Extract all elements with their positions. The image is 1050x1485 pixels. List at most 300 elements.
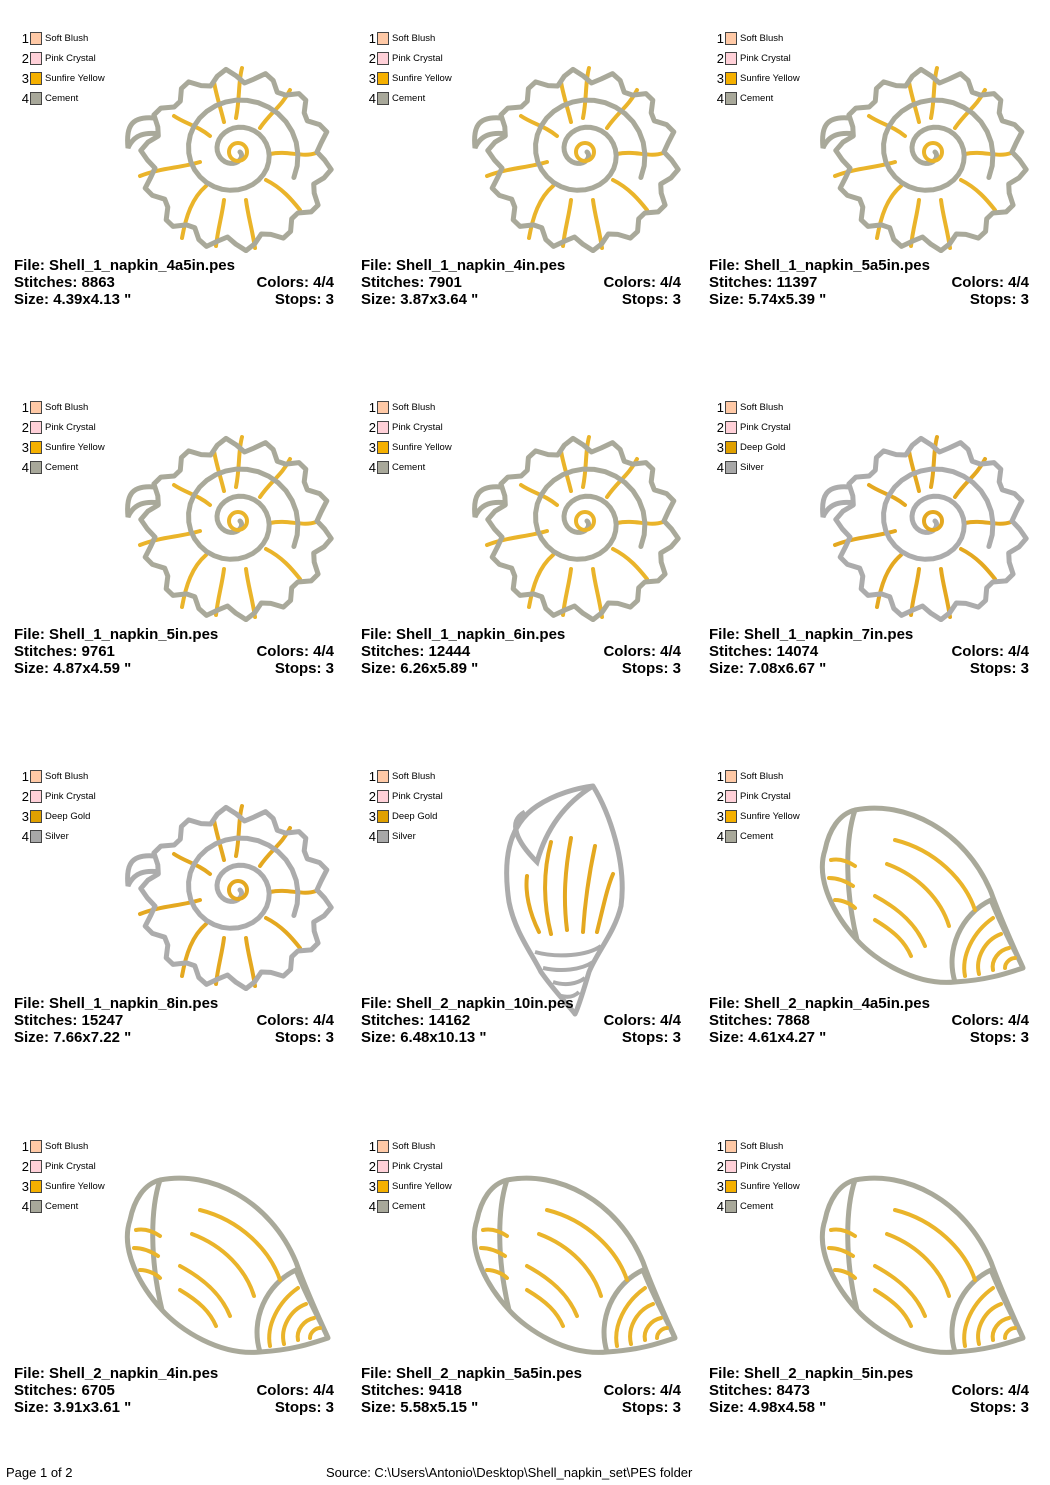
thread-name: Pink Crystal	[45, 421, 96, 433]
stitch-count	[709, 274, 817, 291]
legend-number: 2	[368, 419, 376, 435]
legend-row	[713, 397, 823, 417]
color-swatch	[377, 92, 389, 105]
legend-number: 2	[716, 788, 724, 804]
spiral-shell-embroidery-icon	[120, 58, 334, 253]
color-count-label: Colors:	[603, 1012, 661, 1029]
design-preview	[815, 800, 1029, 1000]
info-line	[14, 1029, 334, 1046]
design-size	[361, 1029, 487, 1046]
file-name	[361, 995, 574, 1012]
file-name-value: Shell_1_napkin_7in.pes	[744, 626, 914, 643]
thread-color-legend	[18, 397, 128, 477]
legend-row	[18, 457, 128, 477]
color-swatch	[30, 1200, 42, 1213]
design-size-label: Size:	[361, 291, 401, 308]
design-preview	[467, 427, 681, 627]
file-name-value: Shell_1_napkin_6in.pes	[396, 626, 566, 643]
color-count-label: Colors:	[951, 1012, 1009, 1029]
legend-number: 1	[716, 768, 724, 784]
thread-name: Silver	[392, 830, 416, 842]
legend-number: 4	[21, 828, 29, 844]
design-preview	[815, 58, 1029, 258]
thread-name: Pink Crystal	[392, 1160, 443, 1172]
thread-name: Soft Blush	[45, 401, 89, 413]
legend-row	[18, 826, 128, 846]
stop-count-label: Stops:	[621, 1399, 673, 1416]
color-swatch	[30, 810, 42, 823]
file-name	[709, 1365, 913, 1382]
info-line	[361, 291, 681, 308]
color-swatch	[30, 52, 42, 65]
thread-color-legend	[365, 397, 475, 477]
color-swatch	[377, 72, 389, 85]
conch-shell-embroidery-icon	[120, 1170, 334, 1365]
stitch-count-value: 11397	[776, 274, 818, 291]
stop-count	[275, 291, 334, 308]
thread-name: Sunfire Yellow	[45, 1180, 105, 1192]
file-name-label: File:	[361, 995, 397, 1012]
legend-number: 4	[21, 1198, 29, 1214]
color-count-value: 4/4	[1008, 643, 1029, 660]
thread-color-legend	[365, 766, 475, 846]
design-size-label: Size:	[361, 660, 401, 677]
color-count-label: Colors:	[256, 1382, 314, 1399]
legend-number: 1	[21, 399, 29, 415]
design-preview	[815, 1170, 1029, 1370]
thread-color-legend	[365, 28, 475, 108]
stop-count-value: 3	[1020, 660, 1029, 677]
stitch-count-value: 14162	[428, 1012, 471, 1029]
stop-count-value: 3	[1020, 1029, 1029, 1046]
legend-row	[713, 417, 823, 437]
thread-name: Sunfire Yellow	[392, 441, 452, 453]
color-swatch	[725, 52, 737, 65]
file-name-label: File:	[709, 995, 745, 1012]
color-count	[951, 1012, 1029, 1029]
legend-row	[713, 1156, 823, 1176]
color-count	[256, 1382, 334, 1399]
file-name-label: File:	[709, 626, 745, 643]
design-size-label: Size:	[709, 291, 749, 308]
stitch-count-label: Stitches:	[709, 1012, 777, 1029]
design-size-label: Size:	[14, 291, 54, 308]
file-name	[361, 1365, 582, 1382]
legend-row	[713, 457, 823, 477]
design-preview	[120, 58, 334, 258]
color-count-value: 4/4	[1008, 1012, 1029, 1029]
color-swatch	[377, 770, 389, 783]
info-line	[709, 1399, 1029, 1416]
file-name-label: File:	[361, 626, 397, 643]
design-info	[14, 995, 334, 1046]
thread-name: Soft Blush	[740, 32, 784, 44]
legend-number: 2	[21, 1158, 29, 1174]
thread-name: Soft Blush	[45, 32, 89, 44]
stitch-count-value: 7868	[776, 1012, 810, 1029]
thread-color-legend	[713, 1136, 823, 1216]
thread-name: Soft Blush	[392, 32, 436, 44]
legend-row	[18, 806, 128, 826]
color-swatch	[725, 830, 737, 843]
thread-color-legend	[713, 766, 823, 846]
thread-name: Sunfire Yellow	[392, 1180, 452, 1192]
thread-name: Soft Blush	[740, 770, 784, 782]
color-swatch	[725, 32, 737, 45]
design-info	[361, 995, 681, 1046]
file-name-value: Shell_1_napkin_4in.pes	[396, 257, 566, 274]
legend-number: 4	[716, 90, 724, 106]
design-size-value: 5.74x5.39 "	[748, 291, 827, 308]
design-size	[709, 1399, 826, 1416]
thread-name: Pink Crystal	[740, 790, 791, 802]
color-swatch	[30, 32, 42, 45]
design-info	[14, 626, 334, 677]
legend-row	[365, 766, 475, 786]
color-count-value: 4/4	[313, 1012, 334, 1029]
info-line	[361, 1029, 681, 1046]
design-size-value: 4.98x4.58 "	[748, 1399, 827, 1416]
legend-number: 1	[21, 768, 29, 784]
thread-name: Cement	[45, 461, 79, 473]
color-count-label: Colors:	[951, 643, 1009, 660]
legend-row	[365, 437, 475, 457]
design-card	[0, 1108, 340, 1468]
design-card	[0, 369, 340, 729]
color-swatch	[30, 1160, 42, 1173]
info-line	[709, 1029, 1029, 1046]
color-swatch	[377, 1160, 389, 1173]
stop-count	[970, 1399, 1029, 1416]
color-swatch	[30, 1180, 42, 1193]
legend-row	[713, 88, 823, 108]
color-swatch	[30, 830, 42, 843]
color-swatch	[725, 421, 737, 434]
file-name	[14, 995, 218, 1012]
info-line	[361, 1012, 681, 1029]
design-size-value: 5.58x5.15 "	[400, 1399, 479, 1416]
stitch-count-value: 6705	[81, 1382, 115, 1399]
color-count	[951, 643, 1029, 660]
info-line	[709, 257, 1029, 274]
design-size-value: 6.48x10.13 "	[400, 1029, 487, 1046]
thread-name: Cement	[392, 92, 426, 104]
design-preview	[815, 427, 1029, 627]
file-name-value: Shell_2_napkin_4a5in.pes	[744, 995, 930, 1012]
design-card	[347, 369, 687, 729]
thread-name: Deep Gold	[392, 810, 438, 822]
spiral-shell-embroidery-icon	[120, 796, 334, 991]
design-card	[695, 369, 1035, 729]
legend-row	[18, 1176, 128, 1196]
thread-name: Sunfire Yellow	[45, 441, 105, 453]
design-info	[709, 257, 1029, 308]
thread-name: Soft Blush	[392, 770, 436, 782]
info-line	[361, 1399, 681, 1416]
color-swatch	[725, 1180, 737, 1193]
thread-name: Soft Blush	[740, 1140, 784, 1152]
design-size-label: Size:	[14, 1399, 54, 1416]
color-count	[951, 1382, 1029, 1399]
thread-name: Soft Blush	[45, 1140, 89, 1152]
design-size-value: 4.61x4.27 "	[748, 1029, 827, 1046]
stitch-count-label: Stitches:	[361, 274, 429, 291]
legend-number: 2	[716, 1158, 724, 1174]
stitch-count-value: 8473	[776, 1382, 810, 1399]
legend-number: 4	[21, 459, 29, 475]
file-name	[361, 626, 565, 643]
legend-number: 2	[368, 788, 376, 804]
design-preview	[467, 58, 681, 258]
color-swatch	[377, 830, 389, 843]
info-line	[361, 626, 681, 643]
color-swatch	[30, 72, 42, 85]
legend-row	[18, 437, 128, 457]
stop-count-label: Stops:	[969, 291, 1021, 308]
design-card	[347, 738, 687, 1098]
design-size-value: 6.26x5.89 "	[400, 660, 479, 677]
legend-number: 3	[716, 1178, 724, 1194]
thread-color-legend	[713, 28, 823, 108]
design-size-value: 7.66x7.22 "	[53, 1029, 132, 1046]
design-info	[14, 1365, 334, 1416]
stop-count	[970, 291, 1029, 308]
legend-number: 4	[368, 90, 376, 106]
color-swatch	[30, 421, 42, 434]
file-name-value: Shell_2_napkin_5a5in.pes	[396, 1365, 582, 1382]
stop-count-value: 3	[325, 1399, 334, 1416]
stitch-count-value: 14074	[776, 643, 819, 660]
color-swatch	[377, 421, 389, 434]
design-card	[695, 1108, 1035, 1468]
legend-row	[18, 397, 128, 417]
legend-row	[18, 1136, 128, 1156]
color-swatch	[30, 770, 42, 783]
design-preview	[497, 782, 627, 1023]
info-line	[14, 274, 334, 291]
info-line	[361, 1365, 681, 1382]
legend-row	[713, 806, 823, 826]
color-count	[603, 1382, 681, 1399]
thread-name: Pink Crystal	[740, 421, 791, 433]
info-line	[709, 1012, 1029, 1029]
legend-row	[713, 1136, 823, 1156]
stitch-count-value: 7901	[428, 274, 462, 291]
legend-row	[365, 1176, 475, 1196]
thread-name: Pink Crystal	[740, 52, 791, 64]
file-name-label: File:	[709, 1365, 745, 1382]
legend-number: 4	[21, 90, 29, 106]
legend-number: 1	[368, 399, 376, 415]
design-card	[347, 0, 687, 360]
file-name-label: File:	[14, 257, 50, 274]
thread-name: Pink Crystal	[45, 790, 96, 802]
info-line	[14, 1399, 334, 1416]
info-line	[361, 660, 681, 677]
color-count-value: 4/4	[660, 1012, 681, 1029]
legend-number: 3	[716, 808, 724, 824]
info-line	[709, 1365, 1029, 1382]
design-preview	[120, 427, 334, 627]
color-swatch	[377, 810, 389, 823]
stitch-count-label: Stitches:	[14, 1012, 82, 1029]
design-info	[14, 257, 334, 308]
thread-name: Pink Crystal	[392, 421, 443, 433]
info-line	[14, 995, 334, 1012]
thread-name: Pink Crystal	[45, 52, 96, 64]
file-name-value: Shell_1_napkin_4a5in.pes	[49, 257, 235, 274]
legend-row	[365, 417, 475, 437]
color-swatch	[377, 1200, 389, 1213]
legend-number: 2	[21, 788, 29, 804]
file-name-value: Shell_1_napkin_8in.pes	[49, 995, 219, 1012]
legend-number: 3	[21, 70, 29, 86]
stop-count-label: Stops:	[621, 291, 673, 308]
design-info	[361, 257, 681, 308]
stop-count	[622, 1399, 681, 1416]
design-size-value: 7.08x6.67 "	[748, 660, 827, 677]
design-size-label: Size:	[709, 1029, 749, 1046]
thread-name: Deep Gold	[740, 441, 786, 453]
design-size-label: Size:	[361, 1029, 401, 1046]
legend-number: 3	[716, 439, 724, 455]
color-count-label: Colors:	[951, 274, 1009, 291]
stitch-count-value: 15247	[81, 1012, 124, 1029]
legend-row	[18, 68, 128, 88]
legend-number: 3	[21, 808, 29, 824]
color-count	[256, 274, 334, 291]
design-info	[709, 626, 1029, 677]
legend-number: 4	[716, 828, 724, 844]
stop-count-label: Stops:	[621, 1029, 673, 1046]
thread-name: Soft Blush	[45, 770, 89, 782]
legend-row	[713, 68, 823, 88]
color-swatch	[30, 92, 42, 105]
design-card	[0, 0, 340, 360]
stop-count-value: 3	[672, 291, 681, 308]
stop-count	[622, 1029, 681, 1046]
thread-name: Cement	[45, 1200, 79, 1212]
stitch-count-label: Stitches:	[709, 1382, 777, 1399]
design-size-label: Size:	[361, 1399, 401, 1416]
legend-row	[713, 826, 823, 846]
stop-count	[622, 660, 681, 677]
stitch-count	[361, 643, 470, 660]
design-size-value: 3.87x3.64 "	[400, 291, 479, 308]
legend-number: 2	[716, 50, 724, 66]
design-size	[14, 1399, 131, 1416]
design-info	[361, 626, 681, 677]
design-size	[14, 660, 131, 677]
info-line	[14, 291, 334, 308]
thread-name: Cement	[392, 1200, 426, 1212]
color-swatch	[377, 441, 389, 454]
stitch-count-value: 12444	[428, 643, 471, 660]
stitch-count-value: 9418	[428, 1382, 462, 1399]
color-swatch	[725, 401, 737, 414]
thread-name: Sunfire Yellow	[392, 72, 452, 84]
tall-conch-shell-embroidery-icon	[497, 782, 627, 1018]
file-name	[14, 257, 235, 274]
stop-count-value: 3	[325, 1029, 334, 1046]
color-swatch	[725, 810, 737, 823]
color-count	[603, 274, 681, 291]
color-swatch	[377, 1180, 389, 1193]
color-count-label: Colors:	[256, 643, 314, 660]
thread-color-legend	[18, 1136, 128, 1216]
info-line	[709, 1382, 1029, 1399]
file-name	[709, 995, 930, 1012]
stop-count	[275, 1399, 334, 1416]
design-card	[347, 1108, 687, 1468]
legend-number: 2	[368, 50, 376, 66]
color-count	[951, 274, 1029, 291]
legend-row	[713, 48, 823, 68]
stitch-count-value: 8863	[81, 274, 115, 291]
info-line	[709, 995, 1029, 1012]
conch-shell-embroidery-icon	[467, 1170, 681, 1365]
color-count	[603, 1012, 681, 1029]
stitch-count	[709, 1012, 810, 1029]
legend-number: 2	[21, 419, 29, 435]
color-count-value: 4/4	[660, 1382, 681, 1399]
design-preview	[120, 796, 334, 996]
legend-number: 1	[716, 1138, 724, 1154]
legend-number: 4	[368, 1198, 376, 1214]
legend-number: 1	[21, 30, 29, 46]
legend-row	[365, 68, 475, 88]
info-line	[14, 1012, 334, 1029]
legend-number: 1	[716, 30, 724, 46]
thread-name: Pink Crystal	[45, 1160, 96, 1172]
thread-name: Silver	[740, 461, 764, 473]
color-count-label: Colors:	[603, 643, 661, 660]
stop-count-value: 3	[672, 660, 681, 677]
color-count	[256, 1012, 334, 1029]
thread-name: Sunfire Yellow	[740, 72, 800, 84]
design-card	[0, 738, 340, 1098]
color-count-value: 4/4	[660, 274, 681, 291]
info-line	[709, 660, 1029, 677]
legend-row	[365, 457, 475, 477]
legend-row	[713, 1196, 823, 1216]
legend-row	[365, 88, 475, 108]
stop-count-value: 3	[672, 1029, 681, 1046]
file-name-label: File:	[14, 626, 50, 643]
color-count-label: Colors:	[256, 274, 314, 291]
thread-name: Soft Blush	[740, 401, 784, 413]
color-swatch	[377, 461, 389, 474]
legend-row	[18, 1156, 128, 1176]
thread-name: Cement	[392, 461, 426, 473]
spiral-shell-embroidery-icon	[467, 427, 681, 622]
color-swatch	[30, 790, 42, 803]
legend-number: 4	[716, 1198, 724, 1214]
legend-number: 1	[368, 768, 376, 784]
file-name-value: Shell_1_napkin_5a5in.pes	[744, 257, 930, 274]
stitch-count-label: Stitches:	[361, 1012, 429, 1029]
info-line	[14, 1365, 334, 1382]
design-size-value: 4.39x4.13 "	[53, 291, 132, 308]
design-size	[709, 291, 826, 308]
stop-count-value: 3	[1020, 291, 1029, 308]
stitch-count	[709, 643, 818, 660]
stitch-count	[709, 1382, 810, 1399]
legend-row	[365, 786, 475, 806]
legend-row	[713, 786, 823, 806]
stitch-count-label: Stitches:	[361, 643, 429, 660]
design-size-value: 3.91x3.61 "	[53, 1399, 132, 1416]
